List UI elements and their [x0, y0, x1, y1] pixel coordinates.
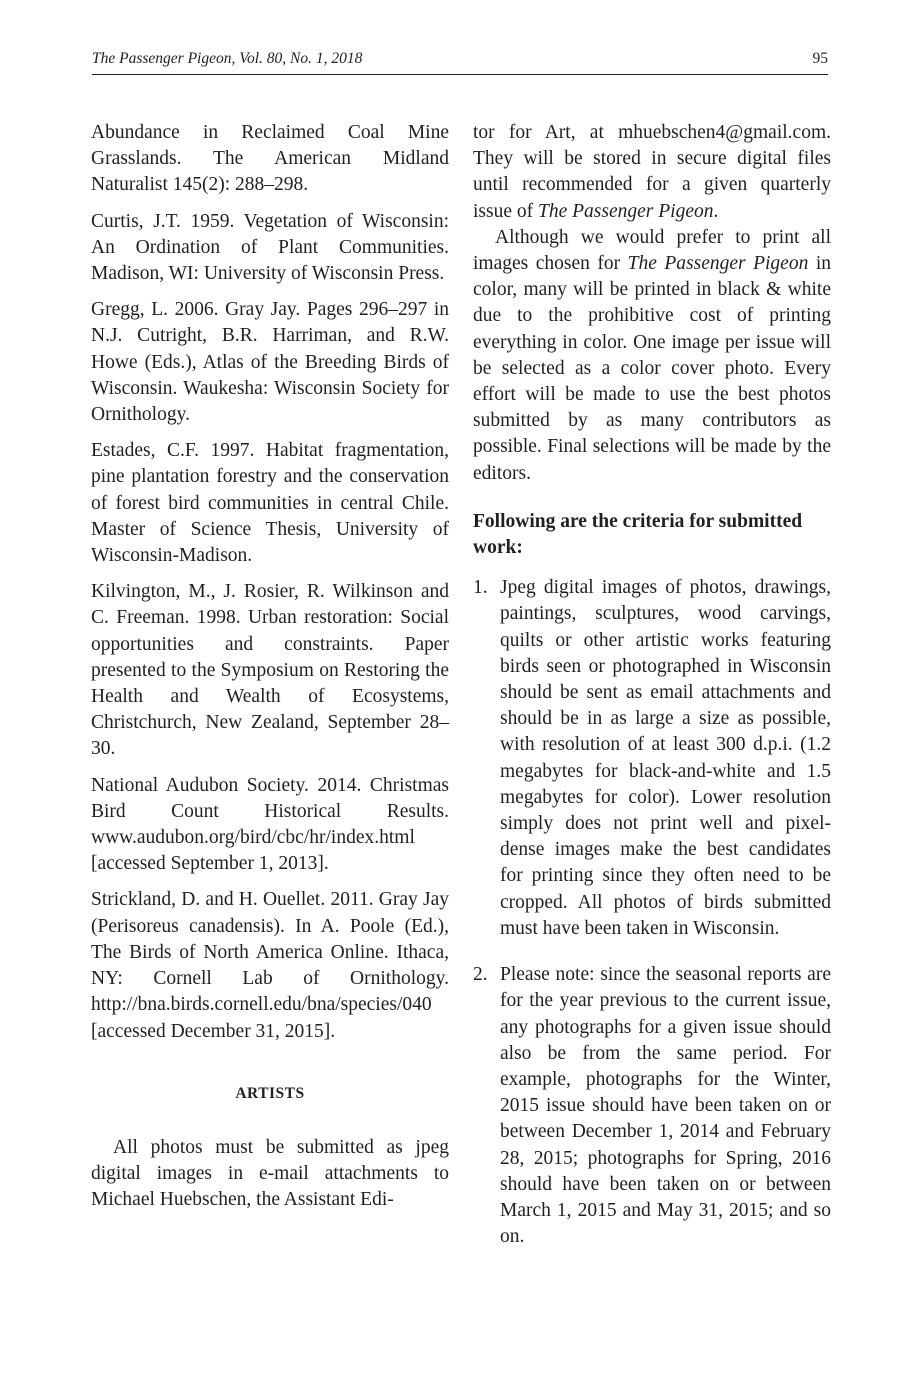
artists-intro-start: All photos must be submitted as jpeg digital images in e-mail attachments to Michael Huebschen, the Assistant Edi-	[91, 1136, 449, 1211]
criteria-heading: Following are the criteria for submitted work:	[473, 510, 803, 559]
reference-entry: Estades, C.F. 1997. Habitat fragmentation, pine plantation forestry and the conservation of forest bird communities in central Chile. Master of Science Thesis, University of Wisconsin-Madison.	[91, 440, 449, 567]
reference-entry: National Audubon Society. 2014. Christmas Bird Count Historical Results. www.audubon.org/bird/cbc/hr/index.html [accessed September 1, 2013].	[91, 774, 449, 875]
criteria-number: 1.	[473, 577, 488, 599]
artists-intro-continued: tor for Art, at mhuebschen4@gmail.com. They will be stored in secure digital files until recommended for a given quarterly issue of The Passenger Pigeon.	[473, 122, 831, 222]
journal-title-italic: The Passenger Pigeon	[538, 200, 714, 222]
page-number: 95	[812, 50, 828, 67]
reference-entry: Gregg, L. 2006. Gray Jay. Pages 296–297 in N.J. Cutright, B.R. Harriman, and R.W. Howe (Eds.), Atlas of the Breeding Birds of Wisconsin. Waukesha: Wisconsin Society for Ornithology.	[91, 299, 449, 426]
journal-citation: The Passenger Pigeon, Vol. 80, No. 1, 2018	[92, 50, 363, 67]
criteria-text: Jpeg digital images of photos, drawings, paintings, sculptures, wood carvings, quilts or other artistic works featuring birds seen or photographed in Wisconsin should be sent as email attachments and should be in as large a size as possible, with resolution of at least 300 d.p.i. (1.2 megabytes for black-and-white and 1.5 megabytes for color). Lower resolution simply does not print well and pixel-dense images make the best candidates for printing since they often need to be cropped. All photos of birds submitted must have been taken in Wisconsin.	[500, 577, 831, 939]
journal-title-italic: The Passenger Pigeon	[627, 253, 809, 275]
reference-entry: Abundance in Reclaimed Coal Mine Grasslands. The American Midland Naturalist 145(2): 288–298.	[91, 122, 449, 196]
artists-heading: ARTISTS	[235, 1084, 305, 1102]
reference-entry: Curtis, J.T. 1959. Vegetation of Wisconsin: An Ordination of Plant Communities. Madison, WI: University of Wisconsin Press.	[91, 210, 449, 285]
criteria-item	[473, 962, 831, 1250]
reference-entry: Strickland, D. and H. Ouellet. 2011. Gray Jay (Perisoreus canadensis). In A. Poole (Ed.), The Birds of North America Online. Ithaca, NY: Cornell Lab of Ornithology. http://bna.birds.cornell.edu/bna/species/040 [accessed December 31, 2015].	[91, 889, 449, 1042]
right-column	[473, 120, 831, 1270]
left-column	[91, 120, 449, 1214]
color-printing-paragraph: Although we would prefer to print all images chosen for The Passenger Pigeon in color, many will be printed in black & white due to the prohibitive cost of printing everything in color. One image per issue will be selected as a color cover photo. Every effort will be made to use the best photos submitted by as many contributors as possible. Final selections will be made by the editors.	[473, 226, 831, 484]
criteria-text: Please note: since the seasonal reports are for the year previous to the current issue, any photographs for a given issue should also be from the same period. For example, photographs for the Winter, 2015 issue should have been taken on or between December 1, 2014 and February 28, 2015; photographs for Spring, 2016 should have been taken on or between March 1, 2015 and May 31, 2015; and so on.	[500, 964, 831, 1248]
reference-entry: Kilvington, M., J. Rosier, R. Wilkinson and C. Freeman. 1998. Urban restoration: Social opportunities and constraints. Paper presented to the Symposium on Restoring the Health and Wealth of Ecosystems, Christchurch, New Zealand, September 28–30.	[91, 581, 449, 760]
criteria-number: 2.	[473, 964, 488, 986]
criteria-item	[473, 575, 831, 942]
running-header	[92, 50, 828, 75]
